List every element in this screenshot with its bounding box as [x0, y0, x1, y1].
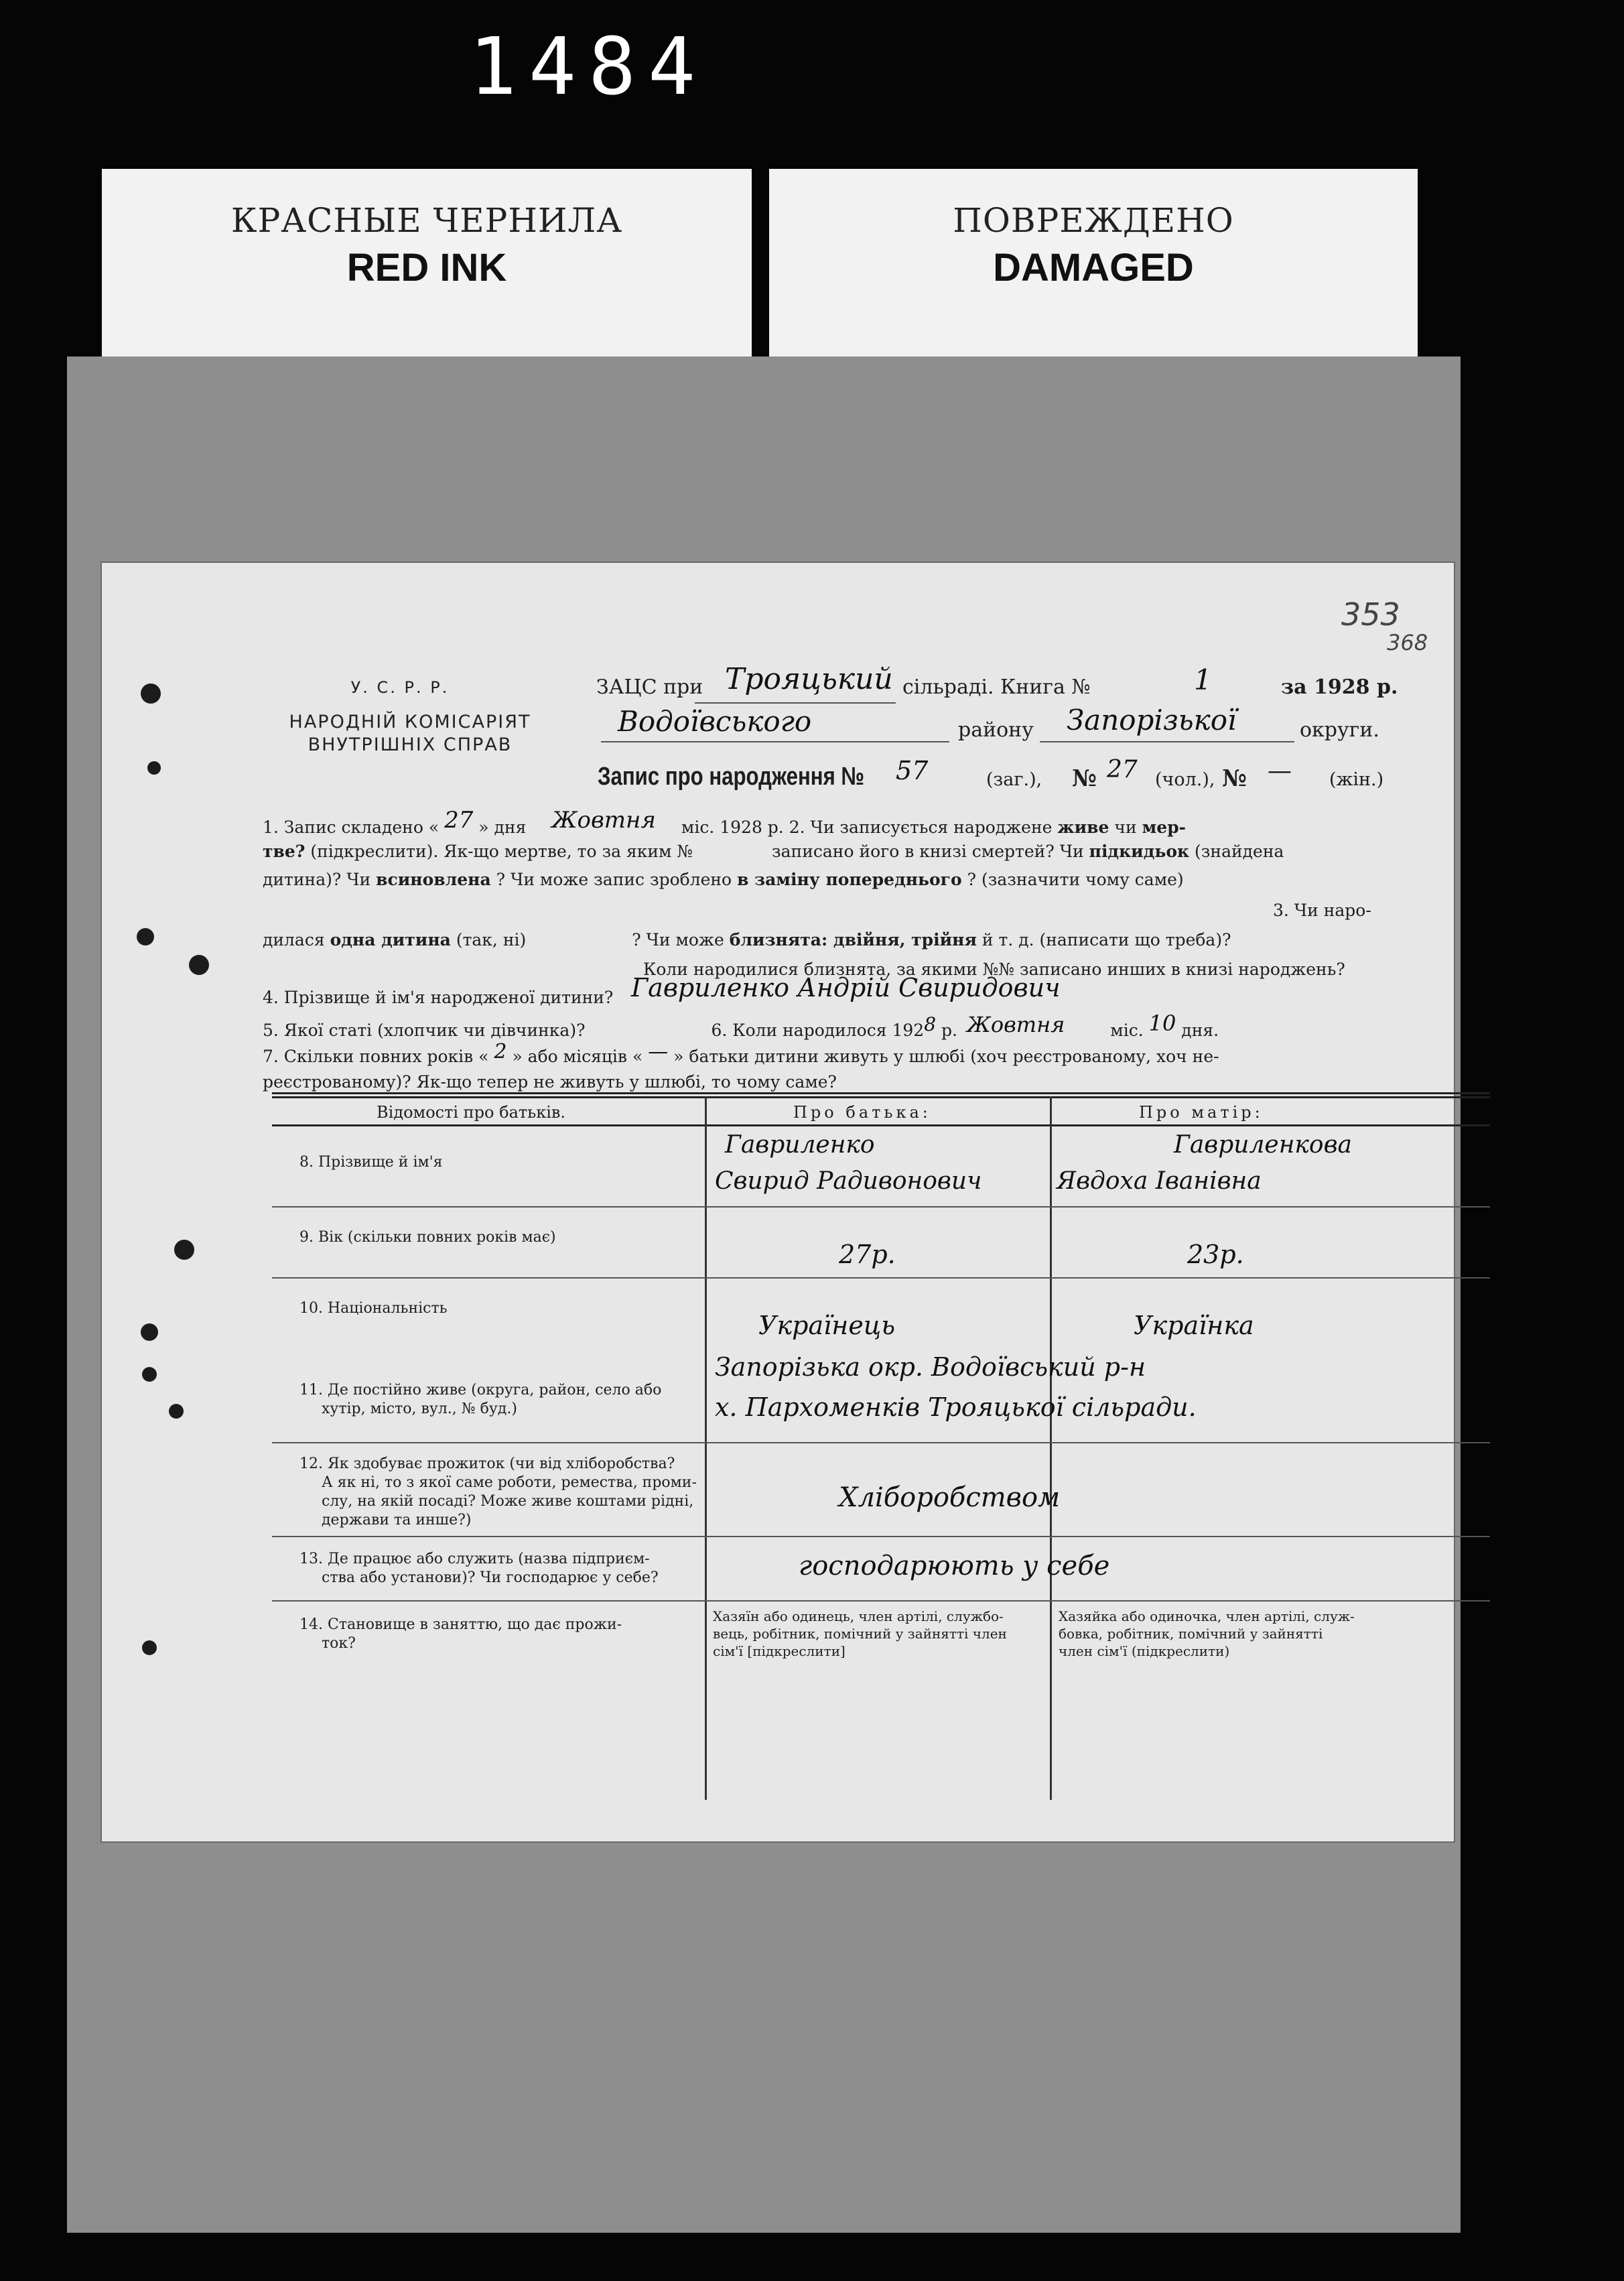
punch-hole: [189, 955, 209, 975]
twins-question: ? Чи може: [632, 930, 724, 950]
twins-note: й т. д. (написати що треба)?: [982, 930, 1231, 950]
body-line-7: 4. Прізвище й ім'я народженої дитини?: [263, 988, 614, 1007]
district-suffix: району: [958, 718, 1034, 742]
record-day-value: 27: [444, 807, 474, 834]
punch-hole: [142, 1640, 157, 1655]
table-col-header-mother: Про матір:: [1139, 1103, 1264, 1122]
livelihood-value: Хліборобством: [839, 1482, 1061, 1513]
birth-year-value: 8: [924, 1013, 937, 1035]
total-number-value: 57: [896, 756, 929, 785]
record-day-suffix: » дня: [478, 818, 527, 837]
female-no-label: №: [1222, 765, 1247, 792]
table-row-divider: [272, 1206, 1490, 1208]
body-line-1: [263, 807, 1187, 839]
body-line-8: [263, 1011, 1219, 1041]
father-age: 27р.: [839, 1240, 896, 1269]
replacement-option: в заміну попереднього: [737, 870, 962, 889]
workplace-value: господарюють у себе: [799, 1551, 1110, 1581]
row-label-livelihood-2: А як ні, то з якої саме роботи, ремества, проми-: [322, 1474, 697, 1491]
punch-hole: [137, 928, 154, 946]
father-occupation-options-2: вець, робітник, помічний у зайнятті член: [713, 1626, 1007, 1642]
damaged-tag-en: DAMAGED: [993, 246, 1194, 289]
column-divider: [1050, 1096, 1052, 1800]
sex-question: 5. Якої статі (хлопчик чи дівчинка)?: [263, 1021, 586, 1040]
birth-day-value: 10: [1148, 1011, 1176, 1036]
death-book-tail: записано його в книзі смертей? Чи: [772, 842, 1084, 861]
replacement-question: ? Чи може запис зроблено: [496, 870, 732, 889]
table-row-divider: [272, 1600, 1490, 1602]
row-label-livelihood-4: держави та инше?): [322, 1512, 472, 1528]
red-ink-tag-en: RED INK: [346, 246, 507, 289]
punch-hole: [142, 1367, 157, 1382]
column-divider: [705, 1096, 707, 1800]
marriage-years-question: 7. Скільки повних років «: [263, 1047, 489, 1066]
residence-line-1: Запорізька окр. Водоївський р-н: [715, 1352, 1146, 1382]
marriage-years-value: 2: [494, 1040, 507, 1063]
mother-occupation-options-2: бовка, робітник, помічний у зайнятті: [1059, 1626, 1323, 1642]
underline: [1040, 741, 1294, 742]
row-label-workplace-2: ства або установи)? Чи господарює у себе?: [322, 1569, 659, 1586]
body-line-9: [263, 1040, 1219, 1067]
adopted-option: всиновлена: [376, 870, 491, 889]
table-row-divider: [272, 1536, 1490, 1537]
foundling-note: (знайдена: [1195, 842, 1284, 861]
body-line-4: 3. Чи наро-: [1273, 901, 1371, 920]
row-label-name: 8. Прізвище й ім'я: [299, 1154, 443, 1171]
header-commissariat-1: НАРОДНІЙ КОМІСАРІЯТ: [289, 712, 531, 732]
foundling-option: підкидьок: [1089, 842, 1190, 861]
table-col-header-father: Про батька:: [793, 1103, 931, 1122]
father-surname: Гавриленко: [725, 1131, 875, 1159]
marriage-question-tail: » батьки дитини живуть у шлюбі (хоч реєстрованому, хоч не-: [673, 1047, 1219, 1066]
record-month-value: Жовтня: [551, 807, 656, 834]
dead-option-part: мер-: [1142, 818, 1187, 837]
replacement-note: ? (зазначити чому саме): [967, 870, 1184, 889]
table-row-divider: [272, 1442, 1490, 1443]
mother-surname: Гавриленкова: [1174, 1131, 1353, 1159]
father-nationality: Українець: [758, 1311, 896, 1340]
table-header-rule: [272, 1096, 1490, 1098]
row-label-age: 9. Вік (скільки повних років має): [299, 1229, 556, 1246]
table-header-bottom-rule: [272, 1124, 1490, 1126]
marriage-months-value: —: [648, 1040, 669, 1063]
district-value: Водоївського: [618, 705, 812, 738]
mother-occupation-options-3: член сім'ї (підкреслити): [1059, 1643, 1230, 1659]
row-label-residence-2: хутір, місто, вул., № буд.): [322, 1400, 517, 1417]
or-word: чи: [1114, 818, 1137, 837]
child-question: дитина)? Чи: [263, 870, 371, 889]
row-label-workplace-1: 13. Де працює або служить (назва підприєм-: [299, 1551, 650, 1567]
row-label-livelihood-1: 12. Як здобуває прожиток (чи від хліборобства?: [299, 1455, 675, 1472]
twins-options: близнята: двійня, трійня: [729, 930, 977, 950]
red-ink-tag-ru: КРАСНЫЕ ЧЕРНИЛА: [230, 201, 623, 240]
birth-year-suffix: р.: [941, 1021, 957, 1040]
pencil-mark: 353: [1341, 596, 1400, 633]
red-ink-tag: [102, 169, 752, 356]
damaged-tag: [769, 169, 1418, 356]
row-label-nationality: 10. Національність: [299, 1300, 448, 1317]
body-line-10: реєстрованому)? Як-що тепер не живуть у шлюбі, то чому саме?: [263, 1072, 837, 1092]
body-line-3: [263, 870, 1184, 889]
male-suffix: (чол.),: [1155, 769, 1215, 790]
record-year: за 1928 р.: [1281, 675, 1398, 699]
body-line-2: [263, 842, 1284, 861]
okrug-suffix: округи.: [1300, 718, 1379, 742]
book-number-value: 1: [1194, 663, 1212, 696]
single-child-question: дилася: [263, 930, 325, 950]
header-ussr: У. С. Р. Р.: [350, 678, 450, 697]
record-title: Запис про народження №: [598, 763, 865, 791]
birth-date-question: 6. Коли народилося 192: [711, 1021, 925, 1040]
father-occupation-options-1: Хазяїн або одинець, член артілі, службо-: [713, 1608, 1004, 1624]
male-no-label: №: [1072, 765, 1097, 792]
female-suffix: (жін.): [1329, 769, 1384, 790]
child-name-value: Гавриленко Андрій Свиридович: [631, 973, 1061, 1002]
record-date-label: 1. Запис складено «: [263, 818, 439, 837]
table-row-divider: [272, 1277, 1490, 1279]
header-commissariat-2: ВНУТРІШНІХ СПРАВ: [308, 734, 513, 755]
mother-occupation-options-1: Хазяйка або одиночка, член артілі, служ-: [1059, 1608, 1355, 1624]
mother-nationality: Українка: [1134, 1311, 1254, 1340]
father-occupation-options-3: сім'ї [підкреслити]: [713, 1643, 845, 1659]
punch-hole: [147, 761, 161, 775]
row-label-livelihood-3: слу, на якій посаді? Може живе коштами рідні,: [322, 1493, 694, 1510]
film-frame-number: 1484: [469, 20, 708, 113]
male-number-value: 27: [1107, 756, 1138, 783]
birth-month-value: Жовтня: [966, 1012, 1065, 1037]
body-line-6: Коли народилися близнята, за якими №№ записано инших в книзі народжень?: [643, 960, 1345, 979]
punch-hole: [141, 1323, 158, 1341]
single-child-option: одна дитина: [330, 930, 451, 950]
punch-hole: [169, 1404, 184, 1419]
underline: [695, 702, 896, 704]
punch-hole: [141, 683, 161, 704]
row-label-occupation-2: ток?: [322, 1635, 356, 1652]
underline: [601, 741, 949, 742]
table-top-rule: [272, 1092, 1490, 1094]
pencil-mark: 368: [1387, 630, 1428, 655]
birth-record-card: [102, 563, 1454, 1841]
mother-age: 23р.: [1187, 1240, 1244, 1269]
damaged-tag-ru: ПОВРЕЖДЕНО: [953, 201, 1234, 240]
table-col-header-info: Відомості про батьків.: [377, 1103, 566, 1122]
marriage-months-question: » або місяців «: [512, 1047, 643, 1066]
female-number-value: —: [1268, 757, 1292, 785]
body-line-5: [263, 930, 1231, 950]
dead-option-end: тве?: [263, 842, 306, 861]
birth-month-suffix: міс.: [1110, 1021, 1144, 1040]
village-council-value: Трояцький: [725, 662, 893, 696]
row-label-residence-1: 11. Де постійно живе (округа, район, село або: [299, 1382, 662, 1398]
death-book-question: (підкреслити). Як-що мертве, то за яким №: [310, 842, 693, 861]
single-child-note: (так, ні): [456, 930, 527, 950]
punch-hole: [174, 1240, 194, 1260]
zags-prefix: ЗАЦС при: [596, 675, 703, 699]
row-label-occupation-1: 14. Становище в заняттю, що дає прожи-: [299, 1616, 622, 1633]
father-given-name: Свирид Радивонович: [715, 1167, 982, 1195]
total-suffix: (заг.),: [986, 769, 1042, 790]
village-council-suffix: сільраді. Книга №: [902, 675, 1091, 699]
alive-option: живе: [1057, 818, 1109, 837]
mother-given-name: Явдоха Іванівна: [1057, 1167, 1262, 1195]
residence-line-2: х. Пархоменків Трояцької сільради.: [715, 1392, 1197, 1422]
record-question-2: міс. 1928 р. 2. Чи записується народжене: [681, 818, 1053, 837]
birth-day-suffix: дня.: [1181, 1021, 1219, 1040]
okrug-value: Запорізької: [1067, 704, 1237, 736]
